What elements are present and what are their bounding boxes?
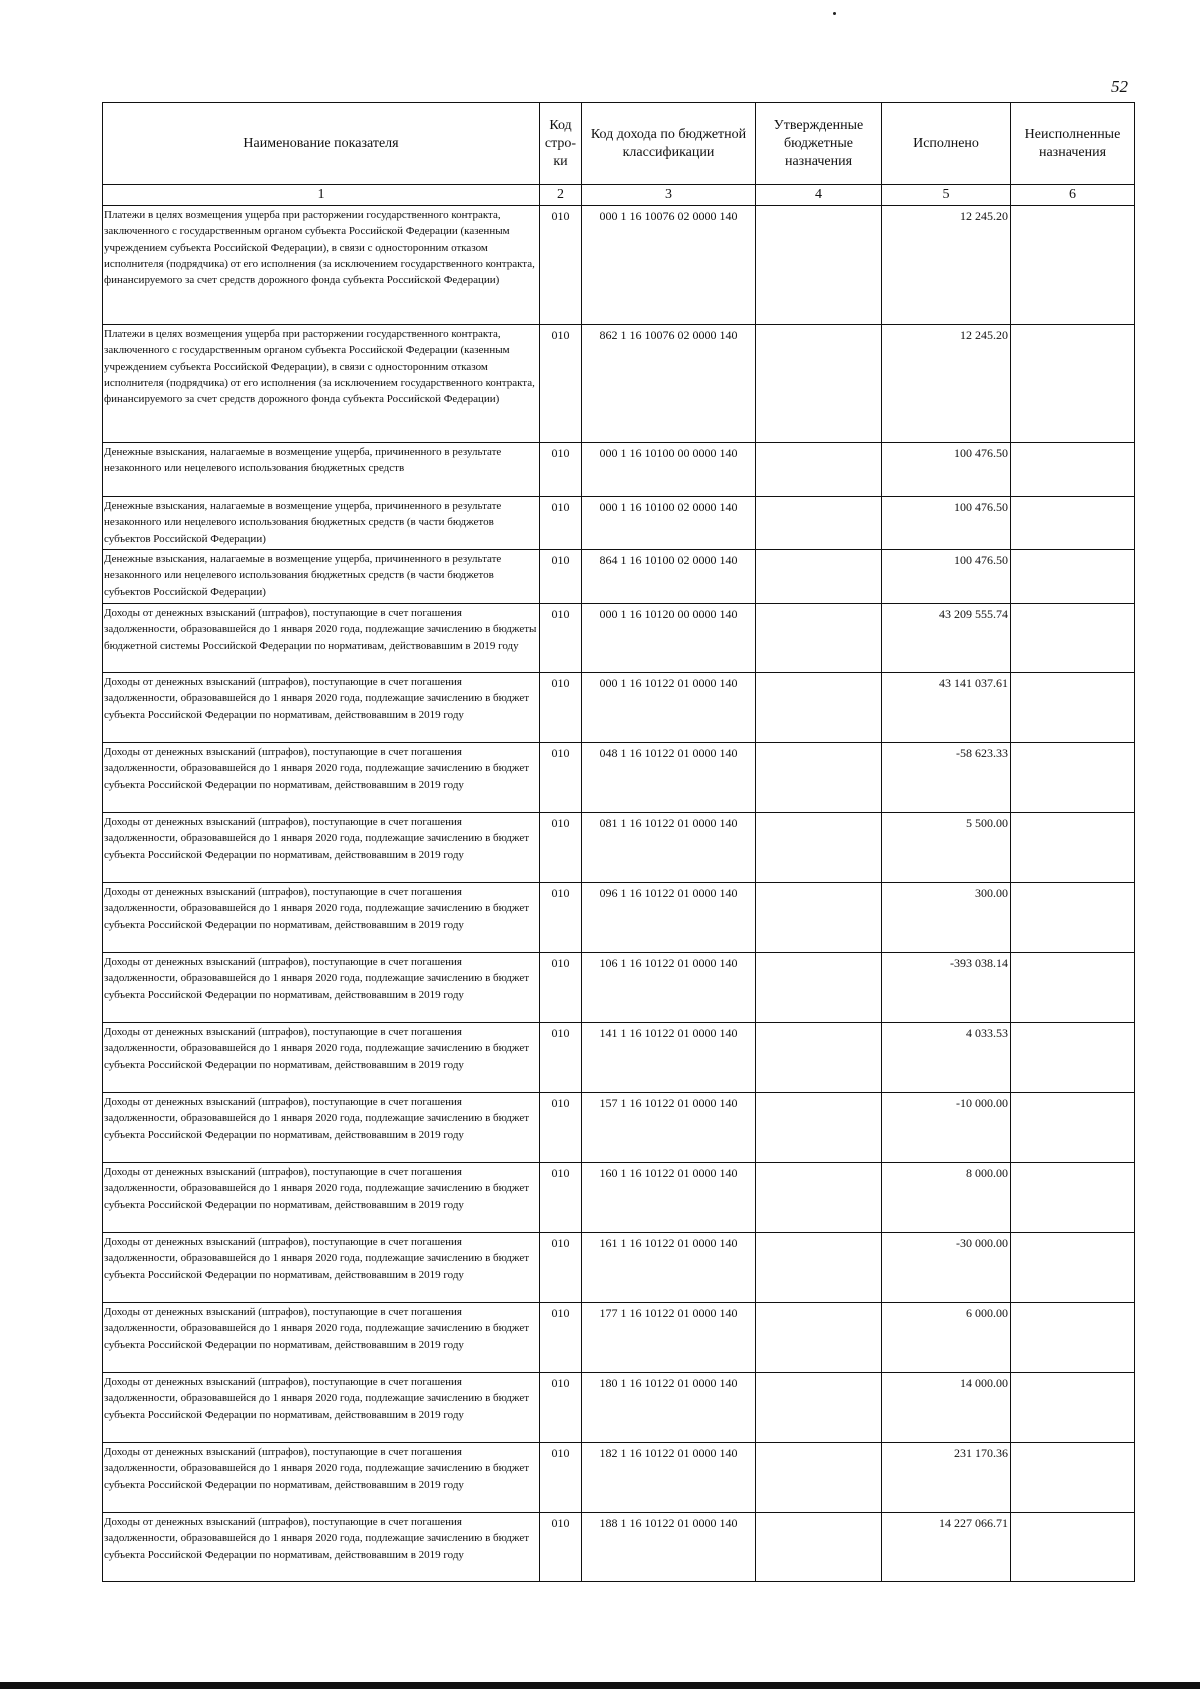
row-code-cell: 010 [540,325,582,443]
header-row-code: Код стро-ки [540,103,582,185]
unexecuted-cell [1011,673,1135,743]
executed-cell: 231 170.36 [882,1443,1011,1513]
revenue-code-cell: 000 1 16 10100 00 0000 140 [582,443,756,497]
approved-cell [756,1303,882,1373]
column-number: 6 [1011,185,1135,206]
unexecuted-cell [1011,743,1135,813]
approved-cell [756,1513,882,1582]
row-code-cell: 010 [540,953,582,1023]
executed-cell: -58 623.33 [882,743,1011,813]
approved-cell [756,550,882,604]
unexecuted-cell [1011,325,1135,443]
approved-cell [756,673,882,743]
executed-cell: 12 245.20 [882,325,1011,443]
unexecuted-cell [1011,1513,1135,1582]
table-row [103,325,1135,443]
approved-cell [756,883,882,953]
unexecuted-cell [1011,1093,1135,1163]
executed-cell: -30 000.00 [882,1233,1011,1303]
table-row [103,1093,1135,1163]
table-row [103,1023,1135,1093]
table-row [103,497,1135,550]
row-code-cell: 010 [540,497,582,550]
budget-revenue-table [102,102,1135,1582]
revenue-code-cell: 160 1 16 10122 01 0000 140 [582,1163,756,1233]
executed-cell: -393 038.14 [882,953,1011,1023]
table-body [103,206,1135,1582]
unexecuted-cell [1011,497,1135,550]
executed-cell: 100 476.50 [882,497,1011,550]
revenue-code-cell: 182 1 16 10122 01 0000 140 [582,1443,756,1513]
approved-cell [756,206,882,325]
executed-cell: 8 000.00 [882,1163,1011,1233]
indicator-name-cell: Доходы от денежных взысканий (штрафов), поступающие в счет погашения задолженности, образовавшейся до 1 января 2020 года, подлежащие зачислению в бюджет субъекта Российской Федерации по нормативам, действовавшим в 2019 году [103,1513,540,1582]
unexecuted-cell [1011,550,1135,604]
executed-cell: 12 245.20 [882,206,1011,325]
approved-cell [756,1093,882,1163]
executed-cell: 43 209 555.74 [882,604,1011,673]
header-executed: Исполнено [882,103,1011,185]
scan-bottom-edge [0,1682,1200,1689]
revenue-code-cell: 096 1 16 10122 01 0000 140 [582,883,756,953]
approved-cell [756,497,882,550]
indicator-name-cell: Доходы от денежных взысканий (штрафов), поступающие в счет погашения задолженности, образовавшейся до 1 января 2020 года, подлежащие зачислению в бюджет субъекта Российской Федерации по нормативам, действовавшим в 2019 году [103,673,540,743]
table-row [103,743,1135,813]
approved-cell [756,325,882,443]
revenue-code-cell: 000 1 16 10120 00 0000 140 [582,604,756,673]
indicator-name-cell: Доходы от денежных взысканий (штрафов), поступающие в счет погашения задолженности, образовавшейся до 1 января 2020 года, подлежащие зачислению в бюджет субъекта Российской Федерации по нормативам, действовавшим в 2019 году [103,883,540,953]
unexecuted-cell [1011,604,1135,673]
table-row [103,1513,1135,1582]
approved-cell [756,1233,882,1303]
approved-cell [756,1023,882,1093]
table-row [103,1303,1135,1373]
executed-cell: 43 141 037.61 [882,673,1011,743]
revenue-code-cell: 141 1 16 10122 01 0000 140 [582,1023,756,1093]
revenue-code-cell: 188 1 16 10122 01 0000 140 [582,1513,756,1582]
indicator-name-cell: Доходы от денежных взысканий (штрафов), поступающие в счет погашения задолженности, образовавшейся до 1 января 2020 года, подлежащие зачислению в бюджет субъекта Российской Федерации по нормативам, действовавшим в 2019 году [103,1093,540,1163]
table-row [103,813,1135,883]
column-number: 2 [540,185,582,206]
row-code-cell: 010 [540,1233,582,1303]
executed-cell: 6 000.00 [882,1303,1011,1373]
indicator-name-cell: Доходы от денежных взысканий (штрафов), поступающие в счет погашения задолженности, образовавшейся до 1 января 2020 года, подлежащие зачислению в бюджет субъекта Российской Федерации по нормативам, действовавшим в 2019 году [103,1303,540,1373]
executed-cell: -10 000.00 [882,1093,1011,1163]
revenue-code-cell: 000 1 16 10076 02 0000 140 [582,206,756,325]
unexecuted-cell [1011,206,1135,325]
unexecuted-cell [1011,1373,1135,1443]
row-code-cell: 010 [540,1023,582,1093]
indicator-name-cell: Денежные взыскания, налагаемые в возмещение ущерба, причиненного в результате незаконного или нецелевого использования бюджетных средств (в части бюджетов субъектов Российской Федерации) [103,497,540,550]
indicator-name-cell: Доходы от денежных взысканий (штрафов), поступающие в счет погашения задолженности, образовавшейся до 1 января 2020 года, подлежащие зачислению в бюджет субъекта Российской Федерации по нормативам, действовавшим в 2019 году [103,1373,540,1443]
executed-cell: 100 476.50 [882,443,1011,497]
approved-cell [756,953,882,1023]
header-revenue-code: Код дохода по бюджетной классификации [582,103,756,185]
executed-cell: 5 500.00 [882,813,1011,883]
column-number: 1 [103,185,540,206]
scan-speck [833,12,836,15]
table-row [103,1443,1135,1513]
revenue-code-cell: 000 1 16 10122 01 0000 140 [582,673,756,743]
unexecuted-cell [1011,1163,1135,1233]
table-row [103,550,1135,604]
row-code-cell: 010 [540,1303,582,1373]
row-code-cell: 010 [540,743,582,813]
executed-cell: 100 476.50 [882,550,1011,604]
row-code-cell: 010 [540,550,582,604]
revenue-code-cell: 106 1 16 10122 01 0000 140 [582,953,756,1023]
row-code-cell: 010 [540,1093,582,1163]
indicator-name-cell: Платежи в целях возмещения ущерба при расторжении государственного контракта, заключенного с государственным органом субъекта Российской Федерации (казенным учреждением субъекта Российской Федерации), в связи с односторонним отказом исполнителя (подрядчика) от его исполнения (за исключением государственного контракта, финансируемого за счет средств дорожного фонда субъекта Российской Федерации) [103,206,540,325]
revenue-code-cell: 157 1 16 10122 01 0000 140 [582,1093,756,1163]
table-row [103,953,1135,1023]
table-row [103,1373,1135,1443]
executed-cell: 4 033.53 [882,1023,1011,1093]
row-code-cell: 010 [540,673,582,743]
indicator-name-cell: Доходы от денежных взысканий (штрафов), поступающие в счет погашения задолженности, образовавшейся до 1 января 2020 года, подлежащие зачислению в бюджет субъекта Российской Федерации по нормативам, действовавшим в 2019 году [103,743,540,813]
row-code-cell: 010 [540,206,582,325]
row-code-cell: 010 [540,1163,582,1233]
header-row [103,103,1135,185]
revenue-code-cell: 177 1 16 10122 01 0000 140 [582,1303,756,1373]
unexecuted-cell [1011,1023,1135,1093]
table-row [103,206,1135,325]
table-row [103,673,1135,743]
page-number: 52 [1111,77,1128,96]
approved-cell [756,1443,882,1513]
indicator-name-cell: Денежные взыскания, налагаемые в возмещение ущерба, причиненного в результате незаконного или нецелевого использования бюджетных средств (в части бюджетов субъектов Российской Федерации) [103,550,540,604]
revenue-code-cell: 161 1 16 10122 01 0000 140 [582,1233,756,1303]
indicator-name-cell: Доходы от денежных взысканий (штрафов), поступающие в счет погашения задолженности, образовавшейся до 1 января 2020 года, подлежащие зачислению в бюджеты бюджетной системы Российской Федерации по нормативам, действовавшим в 2019 году [103,604,540,673]
indicator-name-cell: Доходы от денежных взысканий (штрафов), поступающие в счет погашения задолженности, образовавшейся до 1 января 2020 года, подлежащие зачислению в бюджет субъекта Российской Федерации по нормативам, действовавшим в 2019 году [103,1443,540,1513]
row-code-cell: 010 [540,1513,582,1582]
table-row [103,883,1135,953]
row-code-cell: 010 [540,883,582,953]
executed-cell: 14 000.00 [882,1373,1011,1443]
revenue-code-cell: 081 1 16 10122 01 0000 140 [582,813,756,883]
revenue-code-cell: 862 1 16 10076 02 0000 140 [582,325,756,443]
header-indicator-name: Наименование показателя [103,103,540,185]
column-number: 4 [756,185,882,206]
table-row [103,604,1135,673]
table-row [103,1163,1135,1233]
unexecuted-cell [1011,953,1135,1023]
row-code-cell: 010 [540,604,582,673]
header-approved: Утвержденные бюджетные назначения [756,103,882,185]
indicator-name-cell: Доходы от денежных взысканий (штрафов), поступающие в счет погашения задолженности, образовавшейся до 1 января 2020 года, подлежащие зачислению в бюджет субъекта Российской Федерации по нормативам, действовавшим в 2019 году [103,1023,540,1093]
executed-cell: 300.00 [882,883,1011,953]
revenue-code-cell: 864 1 16 10100 02 0000 140 [582,550,756,604]
row-code-cell: 010 [540,1443,582,1513]
unexecuted-cell [1011,1303,1135,1373]
unexecuted-cell [1011,1443,1135,1513]
indicator-name-cell: Доходы от денежных взысканий (штрафов), поступающие в счет погашения задолженности, образовавшейся до 1 января 2020 года, подлежащие зачислению в бюджет субъекта Российской Федерации по нормативам, действовавшим в 2019 году [103,1163,540,1233]
approved-cell [756,443,882,497]
indicator-name-cell: Доходы от денежных взысканий (штрафов), поступающие в счет погашения задолженности, образовавшейся до 1 января 2020 года, подлежащие зачислению в бюджет субъекта Российской Федерации по нормативам, действовавшим в 2019 году [103,1233,540,1303]
unexecuted-cell [1011,1233,1135,1303]
revenue-code-cell: 000 1 16 10100 02 0000 140 [582,497,756,550]
column-number-row [103,185,1135,206]
approved-cell [756,813,882,883]
unexecuted-cell [1011,813,1135,883]
executed-cell: 14 227 066.71 [882,1513,1011,1582]
row-code-cell: 010 [540,1373,582,1443]
unexecuted-cell [1011,443,1135,497]
indicator-name-cell: Платежи в целях возмещения ущерба при расторжении государственного контракта, заключенного с государственным органом субъекта Российской Федерации (казенным учреждением субъекта Российской Федерации), в связи с односторонним отказом исполнителя (подрядчика) от его исполнения (за исключением государственного контракта, финансируемого за счет средств дорожного фонда субъекта Российской Федерации) [103,325,540,443]
unexecuted-cell [1011,883,1135,953]
revenue-code-cell: 048 1 16 10122 01 0000 140 [582,743,756,813]
approved-cell [756,604,882,673]
indicator-name-cell: Доходы от денежных взысканий (штрафов), поступающие в счет погашения задолженности, образовавшейся до 1 января 2020 года, подлежащие зачислению в бюджет субъекта Российской Федерации по нормативам, действовавшим в 2019 году [103,953,540,1023]
approved-cell [756,743,882,813]
row-code-cell: 010 [540,443,582,497]
table-row [103,1233,1135,1303]
row-code-cell: 010 [540,813,582,883]
column-number: 3 [582,185,756,206]
indicator-name-cell: Доходы от денежных взысканий (штрафов), поступающие в счет погашения задолженности, образовавшейся до 1 января 2020 года, подлежащие зачислению в бюджет субъекта Российской Федерации по нормативам, действовавшим в 2019 году [103,813,540,883]
revenue-code-cell: 180 1 16 10122 01 0000 140 [582,1373,756,1443]
table-row [103,443,1135,497]
approved-cell [756,1163,882,1233]
indicator-name-cell: Денежные взыскания, налагаемые в возмещение ущерба, причиненного в результате незаконного или нецелевого использования бюджетных средств [103,443,540,497]
column-number: 5 [882,185,1011,206]
header-unexecuted: Неисполненные назначения [1011,103,1135,185]
approved-cell [756,1373,882,1443]
